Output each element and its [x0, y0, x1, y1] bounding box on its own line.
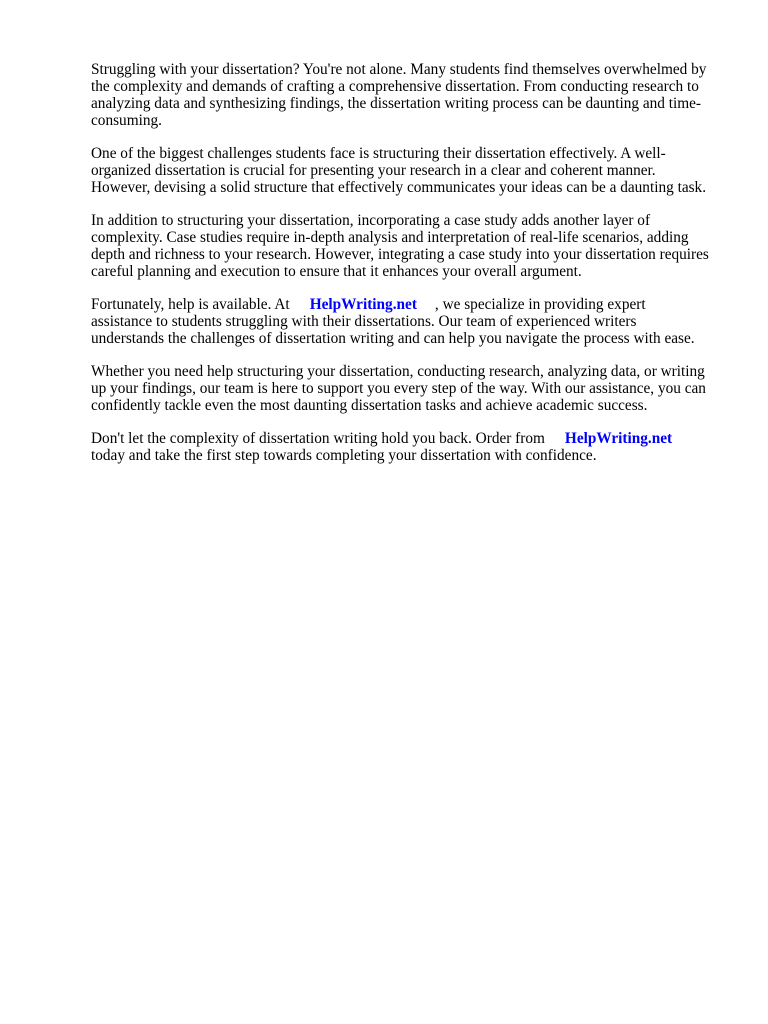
paragraph-help-tail-text: , we specialize in providing expert assistance to students struggling with their dissertations. Our team of experienced writers understands the challenges of dissertation writing and can help you navigate the process with ease.: [91, 296, 695, 347]
paragraph-order: [91, 430, 721, 464]
paragraph-structure: One of the biggest challenges students face is structuring their dissertation effectively. A well- organized dissertation is crucial for presenting your research in a clear and coherent manner. However, devising a solid structure that effectively communicates your ideas can be a daunting task.: [91, 145, 707, 196]
paragraph-case-study: In addition to structuring your dissertation, incorporating a case study adds another layer of complexity. Case studies require in-depth analysis and interpretation of real-life scenarios, adding depth and richness to your research. However, integrating a case study into your dissertation requires careful planning and execution to ensure that it enhances your overall argument.: [91, 212, 709, 280]
helpwriting-link[interactable]: HelpWriting.net: [309, 296, 417, 313]
paragraph-support: Whether you need help structuring your dissertation, conducting research, analyzing data, or writing up your findings, our team is here to support you every step of the way. With our assistance, you can confidently tackle even the most daunting dissertation tasks and achieve academic success.: [91, 363, 706, 414]
paragraph-order-lead-text: Don't let the complexity of dissertation writing hold you back. Order from: [91, 430, 545, 447]
paragraph-intro: Struggling with your dissertation? You're not alone. Many students find themselves overwhelmed by the complexity and demands of crafting a comprehensive dissertation. From conducting research to analyzing data and synthesizing findings, the dissertation writing process can be daunting and time- consuming.: [91, 61, 707, 129]
paragraph-order-tail-text: today and take the first step towards completing your dissertation with confidence.: [91, 447, 597, 464]
helpwriting-order-link[interactable]: HelpWriting.net: [564, 430, 673, 447]
paragraph-help: [91, 296, 721, 347]
paragraph-help-lead-text: Fortunately, help is available. At: [91, 296, 290, 313]
document-page: [91, 61, 721, 480]
